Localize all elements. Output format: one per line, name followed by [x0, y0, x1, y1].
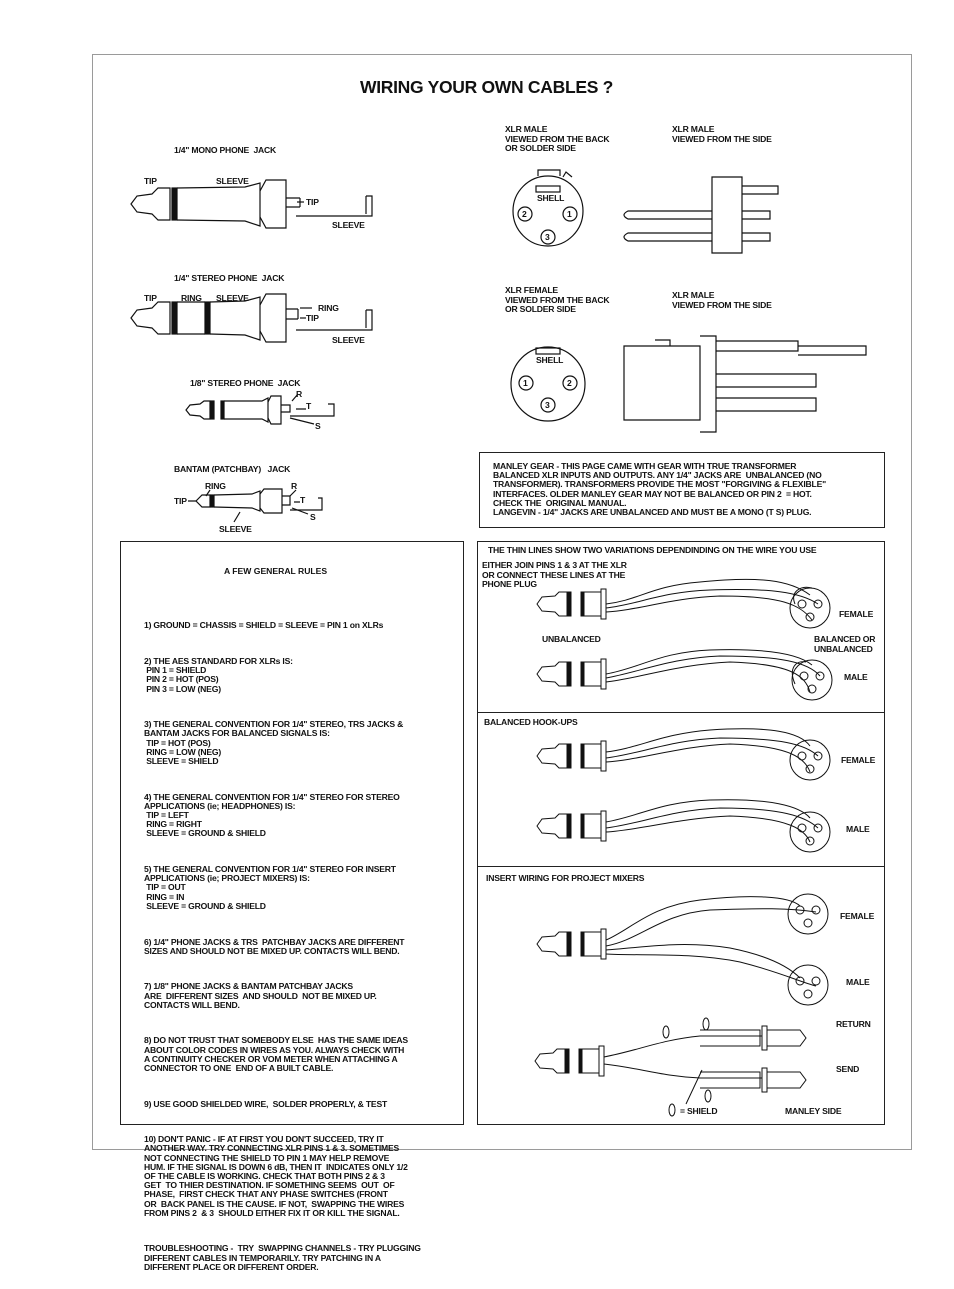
mono-tip-lug-label: TIP	[306, 197, 319, 207]
stereo-ring-lug-label: RING	[318, 303, 339, 313]
rule-7: 7) 1/8" PHONE JACKS & BANTAM PATCHBAY JACKS ARE DIFFERENT SIZES AND SHOULD NOT BE MIXED UP. CONTACTS WILL BEND.	[144, 981, 377, 1010]
wiring-header: THE THIN LINES SHOW TWO VARIATIONS DEPENDINDING ON THE WIRE YOU USE	[488, 545, 817, 555]
rule-troubleshooting: TROUBLESHOOTING - TRY SWAPPING CHANNELS - TRY PLUGGING DIFFERENT CABLES IN TEMPORARILY. TRY PATCHING IN A DIFFERENT PLACE OR DIFFERENT ORDER.	[144, 1243, 421, 1272]
mono-heading: 1/4" MONO PHONE JACK	[174, 145, 277, 155]
wiring-unbalanced-label: UNBALANCED	[542, 634, 601, 644]
rule-1: 1) GROUND = CHASSIS = SHIELD = SLEEVE = PIN 1 on XLRs	[144, 620, 384, 631]
stereo-tip-label: TIP	[144, 293, 157, 303]
xlr-female-pin2: 2	[567, 378, 572, 388]
eighth-t-label: T	[306, 401, 312, 411]
wiring-divider-2	[477, 866, 885, 867]
wiring-either-note: EITHER JOIN PINS 1 & 3 AT THE XLR OR CONNECT THESE LINES AT THE PHONE PLUG	[482, 560, 627, 590]
wiring-bal-or-unbal-label: BALANCED OR UNBALANCED	[814, 634, 876, 654]
rule-9: 9) USE GOOD SHIELDED WIRE, SOLDER PROPERLY, & TEST	[144, 1098, 388, 1109]
page-title: WIRING YOUR OWN CABLES ?	[360, 77, 614, 97]
stereo-sleeve-label: SLEEVE	[216, 293, 249, 303]
mono-sleeve-label: SLEEVE	[216, 176, 249, 186]
wiring-female-label-2: FEMALE	[841, 755, 876, 765]
xlr-female-pin3: 3	[545, 400, 550, 410]
wiring-manley-side-label: MANLEY SIDE	[785, 1106, 842, 1116]
wiring-divider-1	[477, 712, 885, 713]
mono-tip-label: TIP	[144, 176, 157, 186]
xlr-male-pin1: 1	[567, 209, 572, 219]
xlr-male-side-heading: XLR MALE VIEWED FROM THE SIDE	[672, 124, 772, 144]
wiring-shield-legend: = SHIELD	[680, 1106, 718, 1116]
rule-5: 5) THE GENERAL CONVENTION FOR 1/4" STEREO FOR INSERT APPLICATIONS (ie; PROJECT MIXERS) IS: TIP = OUT RING = IN SLEEVE = GROUND & SHIELD	[144, 864, 396, 911]
xlr-male-side2-heading: XLR MALE VIEWED FROM THE SIDE	[672, 290, 772, 310]
rule-8: 8) DO NOT TRUST THAT SOMEBODY ELSE HAS THE SAME IDEAS ABOUT COLOR CODES IN WIRES AS YOU. ALWAYS CHECK WITH A CONTINUITY CHECKER OR VOM METER WHEN ATTACHING A CONNECTOR TO ONE END OF A BUILT CABLE.	[144, 1035, 408, 1073]
wiring-balanced-heading: BALANCED HOOK-UPS	[484, 717, 578, 727]
wiring-female-label-1: FEMALE	[839, 609, 874, 619]
rule-2: 2) THE AES STANDARD FOR XLRs IS: PIN 1 = SHIELD PIN 2 = HOT (POS) PIN 3 = LOW (NEG)	[144, 656, 293, 694]
bantam-heading: BANTAM (PATCHBAY) JACK	[174, 464, 291, 474]
manley-note-text: MANLEY GEAR - THIS PAGE CAME WITH GEAR WITH TRUE TRANSFORMER BALANCED XLR INPUTS AND OUTPUTS. ANY 1/4" JACKS ARE UNBALANCED (NO TRANSFORMER). TRANSFORMERS PROVIDE THE MOST "FORGIVING & FLEXIBLE" INTERFACES. OLDER MANLEY GEAR MAY NOT BE BALANCED OR PIN 2 = HOT. CHECK THE ORIGINAL MANUAL. LANGEVIN - 1/4" JACKS ARE UNBALANCED AND MUST BE A MONO (T S) PLUG.	[493, 461, 826, 518]
bantam-t-label: T	[300, 495, 306, 505]
stereo-heading: 1/4" STEREO PHONE JACK	[174, 273, 285, 283]
xlr-female-shell-label: SHELL	[536, 355, 564, 365]
stereo-sleeve-lug-label: SLEEVE	[332, 335, 365, 345]
eighth-s-label: S	[315, 421, 321, 431]
eighth-r-label: R	[296, 389, 303, 399]
rule-3: 3) THE GENERAL CONVENTION FOR 1/4" STEREO, TRS JACKS & BANTAM JACKS FOR BALANCED SIGNALS IS: TIP = HOT (POS) RING = LOW (NEG) SLEEVE = SHIELD	[144, 719, 404, 767]
wiring-male-label-2: MALE	[846, 824, 870, 834]
wiring-send-label: SEND	[836, 1064, 860, 1074]
xlr-male-shell-label: SHELL	[537, 193, 565, 203]
general-rules-list	[144, 603, 421, 1289]
xlr-male-pin2: 2	[522, 209, 527, 219]
rule-6: 6) 1/4" PHONE JACKS & TRS PATCHBAY JACKS ARE DIFFERENT SIZES AND SHOULD NOT BE MIXED UP. CONTACTS WILL BEND.	[144, 936, 405, 956]
xlr-male-pin3: 3	[545, 232, 550, 242]
wiring-return-label: RETURN	[836, 1019, 871, 1029]
bantam-ring-label: RING	[205, 481, 226, 491]
wiring-male-label-1: MALE	[844, 672, 868, 682]
stereo-tip-lug-label: TIP	[306, 313, 319, 323]
xlr-female-pin1: 1	[523, 378, 528, 388]
wiring-male-label-3: MALE	[846, 977, 870, 987]
rule-4: 4) THE GENERAL CONVENTION FOR 1/4" STEREO FOR STEREO APPLICATIONS (ie; HEADPHONES) IS: TIP = LEFT RING = RIGHT SLEEVE = GROUND & SHIELD	[144, 791, 400, 839]
bantam-s-label: S	[310, 512, 316, 522]
wiring-box	[477, 541, 885, 1125]
bantam-r-label: R	[291, 481, 298, 491]
bantam-sleeve-label: SLEEVE	[219, 524, 252, 534]
rule-10: 10) DON'T PANIC - IF AT FIRST YOU DON'T SUCCEED, TRY IT ANOTHER WAY. TRY CONNECTING XLR PINS 1 & 3. SOMETIMES NOT CONNECTING THE SHIELD TO PIN 1 MAY HELP REMOVE HUM. IF THE SIGNAL IS DOWN 6 dB, THEN IT INDICATES ONLY 1/2 OF THE CABLE IS WORKING. CHECK THAT BOTH PINS 2 & 3 GET TO THIER DESTINATION. IF SOMETHING SEEMS OUT OF PHASE, FIRST CHECK THAT ANY PHASE SWITCHES (FRONT OR BACK PANEL IS THE CAUSE. IF NOT, SWAPPING THE WIRES FROM PINS 2 & 3 SHOULD EITHER FIX IT OR KILL THE SIGNAL.	[144, 1134, 408, 1218]
wiring-female-label-3: FEMALE	[840, 911, 875, 921]
xlr-female-back-heading: XLR FEMALE VIEWED FROM THE BACK OR SOLDER SIDE	[505, 285, 610, 315]
xlr-male-back-heading: XLR MALE VIEWED FROM THE BACK OR SOLDER SIDE	[505, 124, 610, 154]
stereo-ring-label: RING	[181, 293, 202, 303]
bantam-tip-label: TIP	[174, 496, 187, 506]
mono-sleeve-lug-label: SLEEVE	[332, 220, 365, 230]
wiring-insert-heading: INSERT WIRING FOR PROJECT MIXERS	[486, 873, 645, 883]
general-rules-title: A FEW GENERAL RULES	[224, 566, 328, 576]
eighth-heading: 1/8" STEREO PHONE JACK	[190, 378, 301, 388]
